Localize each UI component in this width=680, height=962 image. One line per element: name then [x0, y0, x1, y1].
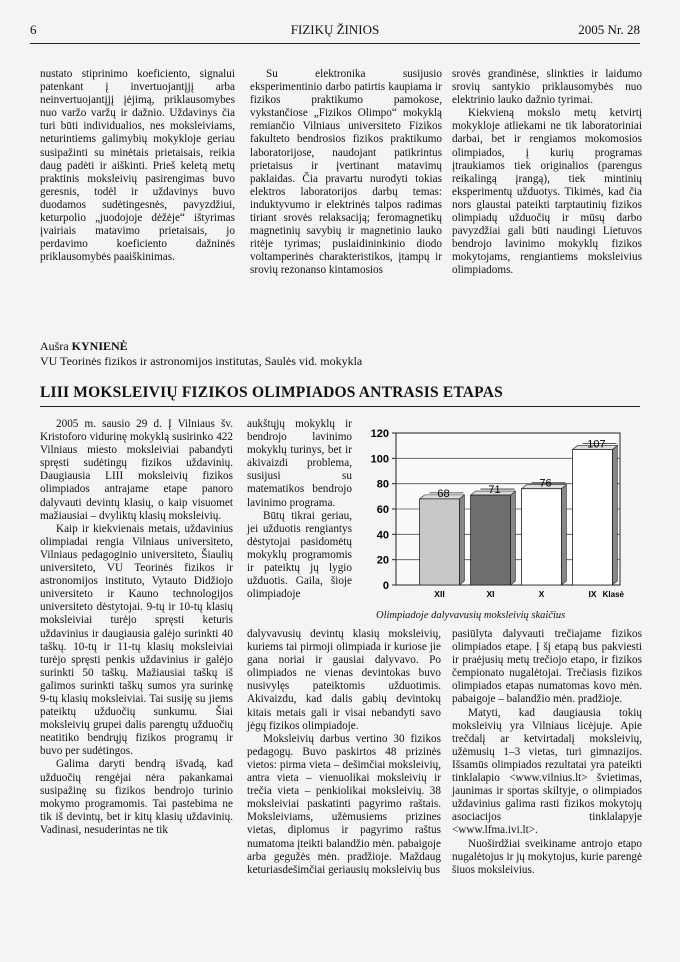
top-col-1 [40, 68, 235, 264]
page-header [30, 22, 640, 40]
author-block [40, 339, 362, 369]
chart-y-tick-label: 80 [376, 478, 389, 491]
title-rule [40, 406, 640, 407]
chart-caption: Olimpiadoje dalyvavusių moksleivių skaičius [376, 610, 566, 621]
chart-svg [358, 425, 643, 610]
author-last-name: KYNIENĖ [71, 339, 128, 353]
article-col-1 [40, 418, 233, 837]
chart-category-label: X [538, 589, 545, 599]
participants-chart [358, 425, 643, 630]
chart-category-label: XI [486, 589, 495, 599]
author-first-name: Aušra [40, 339, 69, 353]
chart-y-tick-label: 40 [376, 529, 389, 542]
paragraph: Kiekvieną mokslo metų ketvirtį mokykloje atliekami ne tik laboratoriniai darbai, bet ir rengiamos mokomosios olimpiados, į kurių programas įtraukiamos tiek originalios (parengus reikalingą įrangą), tiek mintinių eksperimentų užduotys. Tikimės, kad čia nors glaustai pateikti tarptautinių fizikos olimpiadų užduočių ir mūsų darbo pavyzdžiai gali būti naudingi Lietuvos bendrojo lavinimo mokyklų fizikos mokytojams, rengiantiems moksleivius olimpiadoms. [452, 107, 642, 277]
paragraph: pasiūlyta dalyvauti trečiajame fizikos olimpiados etape. Į šį etapą bus pakviesti ir praėjusių metų trečiojo etapo, ir fizikos čempionato nugalėtojai. Trečiasis fizikos olimpiados etapas numatomas kovo mėn. pabaigoje – balandžio mėn. pradžioje. [452, 628, 642, 706]
chart-y-tick-label: 20 [376, 554, 389, 567]
chart-x-axis-label: Klasė [602, 590, 624, 599]
chart-data-label: 68 [437, 487, 450, 500]
paragraph: Moksleivių darbus vertino 30 fizikos pedagogų. Buvo paskirtos 48 prizinės vietos: pirma vieta – dešimčiai moksleivių, antra vieta – vienuolikai moksleivių ir trečia vieta – penkiolikai moksleivių. 38 moksleiviai paskatinti pagyrimo raštais. Moksleiviams, užėmusiems prizines vietas, diplomus ir pagyrimo raštus numatoma įteikti balandžio mėn. pabaigoje arba gegužės mėn. pradžioje. Maždaug keturiasdešimčiai geriausių moksleivių bus [247, 732, 441, 876]
top-col-2 [250, 68, 442, 278]
chart-bar [420, 499, 460, 585]
paragraph: srovės grandinėse, slinkties ir laidumo srovių santykio priklausomybės nuo elektrinio lauko dažnio tyrimai. [452, 68, 642, 107]
chart-y-tick-label: 60 [376, 504, 389, 516]
issue-number: 2005 Nr. 28 [578, 22, 640, 37]
paragraph: Su elektronika susijusio eksperimentinio darbo patirtis kaupiama ir fizikos praktikumo pamokose, vykstančiose „Fizikos Olimpo“ mokyklą remiančio Vilniaus universiteto Fizikos fakulteto bendrosios fizikos praktikumo laboratorijose, naudojant patikrintus prietaisus ir įvertinant matavimų paklaidas. Čia pravartu nurodyti tokias elektros laboratorijos darbų temas: induktyvumo ir elektrinės talpos radimas tiriant srovės relaksaciją; feromagnetikų magnetinių savybių ir magnetinio lauko ritėje tyrimas; puslaidininkinio diodo voltamperinės charakteristikos, įtampų ir srovių rezonanso kintamosios [250, 68, 442, 277]
article-col-3 [452, 628, 642, 877]
article-title: LIII MOKSLEIVIŲ FIZIKOS OLIMPIADOS ANTRASIS ETAPAS [40, 384, 503, 401]
paragraph: 2005 m. sausio 29 d. Į Vilniaus šv. Kristoforo vidurinę mokyklą susirinko 422 Vilniaus miesto moksleiviai pabandyti spręsti sudėtingų fizikos uždavinių. Daugiausia LIII moksleivių fizikos olimpiados antrajame etape panoro dalyvauti devintų klasių, o kaip visuomet mažiausiai – dvyliktų klasių moksleivių. [40, 418, 233, 522]
chart-bar [522, 489, 562, 585]
article-col-2-lower [247, 628, 441, 877]
chart-bar [573, 449, 613, 585]
chart-bar-side [459, 495, 464, 585]
chart-bar-side [561, 485, 566, 585]
chart-y-tick-label: 0 [382, 580, 389, 592]
paragraph: Galima daryti bendrą išvadą, kad užduočių rengėjai nėra pakankamai susipažinę su fizikos bendrojo turinio mokymo programomis. Tai pastebima ne tik iš devintų, bet ir kitų klasių uždavinių. Vadinasi, nesuderintas ne tik [40, 758, 233, 836]
top-col-3 [452, 68, 642, 278]
chart-category-label: XII [434, 589, 445, 599]
journal-title: FIZIKŲ ŽINIOS [290, 22, 380, 37]
chart-bar [471, 495, 511, 585]
header-rule [30, 43, 640, 44]
paragraph: nustato stiprinimo koeficiento, signalui patenkant į invertuojantįjį arba neinvertuojantįjį įėjimą, priklausomybes nuo varžo varžų ir dažnio. Uždavinys čia turi būti individualios, nes moksleiviams, neturintiems galimybių mokykloje geriau susipažinti su minėtais prietaisais, reikia daug padėti ir aiškinti. Prieš keletą metų praktinis moksleivių pasirengimas buvo geresnis, todėl ir uždavinys buvo duodamos sudėtingesnės, pavyzdžiui, keturpolio „juodojoje dėžėje“ ištyrimas įvairiais matavimo prietaisais, jo perdavimo koeficiento dažninės priklausomybės paaiškinimas. [40, 68, 235, 264]
author-affiliation: VU Teorinės fizikos ir astronomijos institutas, Saulės vid. mokykla [40, 354, 363, 368]
paragraph: Kaip ir kiekvienais metais, uždavinius olimpiadai rengia Vilniaus universiteto, Vilniaus pedagoginio universiteto, Šiaulių universiteto, VU Teorinės fizikos ir astronomijos instituto, Vytauto Didžiojo universiteto ir Kauno technologijos universiteto dėstytojai. 9-tų ir 10-tų klasių moksleiviai turėjo spręsti keturis uždavinius ir daugiausia galėjo surinkti 40 taškų. 10-tų ir 11-tų klasių moksleiviai turėjo spręsti penkis uždavinius ir galėjo surinkti 50 taškų. Mažiausiai taškų iš galimos surinkti taškų sumos yra surinkę 9-tų klasių moksleiviai. Tai susiję su jiems pateiktų užduočių sunkumu. Šiai moksleivių grupei dalis parengtų užduočių neatitiko bendrųjų fizikos programų ir buvo per sudėtingos. [40, 522, 233, 758]
paragraph: Nuoširdžiai sveikiname antrojo etapo nugalėtojus ir jų mokytojus, kurie parengė šiuos moksleivius. [452, 837, 642, 876]
article-col-2-upper [247, 418, 352, 601]
chart-data-label: 71 [488, 484, 501, 497]
chart-data-label: 107 [587, 438, 606, 451]
chart-y-tick-label: 120 [370, 428, 389, 440]
paragraph: Matyti, kad daugiausia tokių moksleivių yra Vilniaus licėjuje. Apie trečdalį ar ketvirtadalį moksleivių, užėmusių 1–3 vietas, turi gimnazijos. Išsamūs olimpiados rezultatai yra pateikti tinklalapio <www.vilnius.lt> švietimas, jaunimas ir sportas skiltyje, o olimpiados uždavinius galima rasti fizikos mokytojų asociacijos tinklalapyje <www.lfma.ivi.lt>. [452, 706, 642, 837]
chart-bar-side [612, 445, 617, 585]
chart-bar-side [510, 491, 515, 585]
page-number: 6 [30, 22, 37, 37]
chart-y-tick-label: 100 [370, 453, 389, 466]
paragraph: dalyvavusių devintų klasių moksleivių, kuriems tai pirmoji olimpiada ir kuriose jie gana noriai ir gausiai dalyvavo. Po olimpiados ne vienas devintokas buvo nusivylęs pateiktomis užduotimis. Akivaizdu, kad dalis gabių devintokų kitais metais gali ir visai nebandyti savo jėgų fizikos olimpiadoje. [247, 628, 441, 732]
paragraph: Būtų tikrai geriau, jei užduotis rengiantys dėstytojai pasidomėtų mokyklų programomis ir pateiktų jų lygio užduotis. Gaila, šioje olimpiadoje [247, 509, 352, 601]
chart-data-label: 76 [539, 477, 552, 490]
chart-category-label: IX [588, 589, 597, 599]
paragraph: aukštųjų mokyklų ir bendrojo lavinimo mokyklų turinys, bet ir akivaizdi problema, susijusi su matematikos bendrojo lavinimo programa. [247, 418, 352, 509]
